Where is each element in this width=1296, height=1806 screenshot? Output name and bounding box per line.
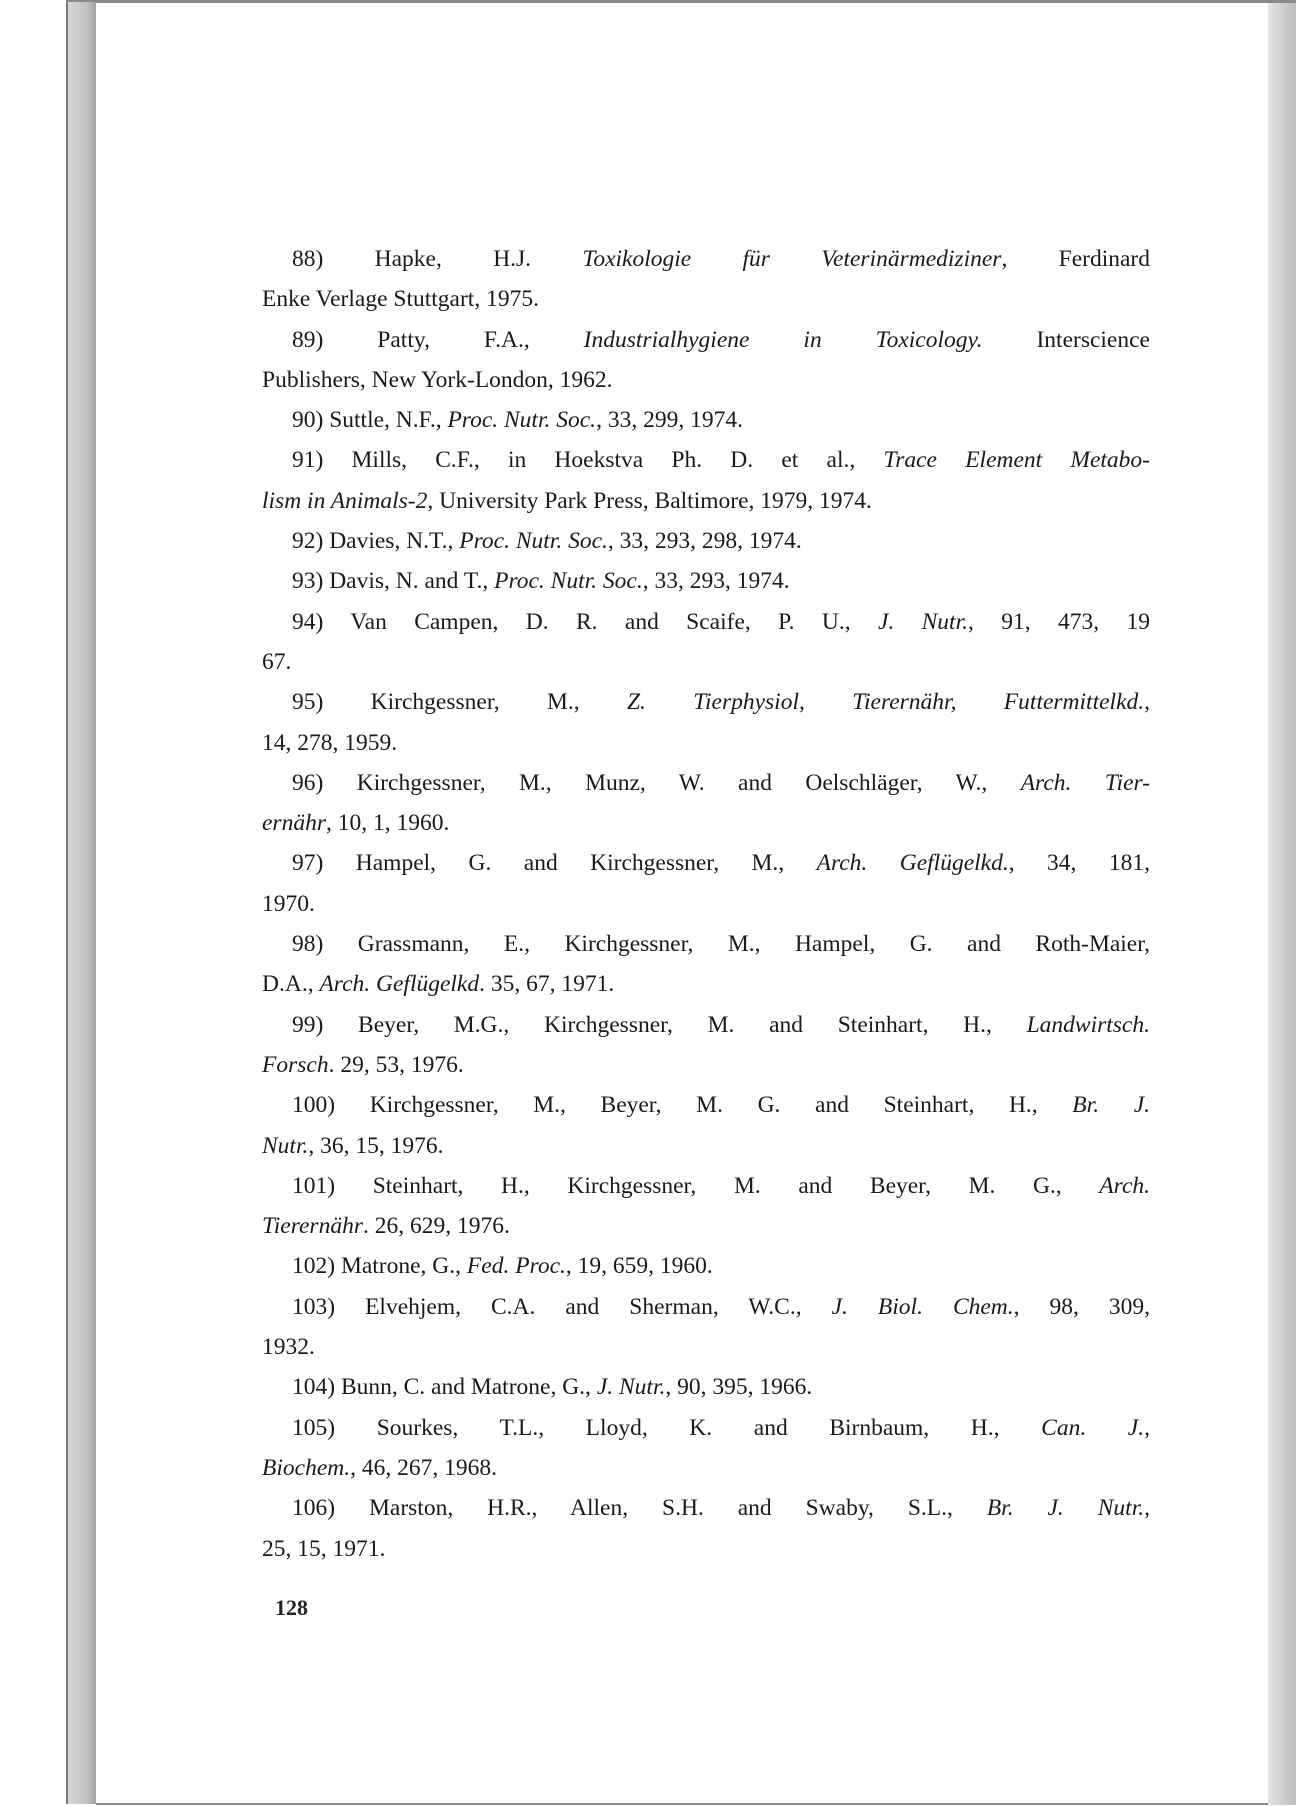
reference-text: , University Park Press, Baltimore, 1979, 1974. [427, 487, 872, 514]
reference-text: , 46, 267, 1968. [350, 1454, 497, 1481]
reference-title-italic: Can. J. [1041, 1414, 1145, 1441]
reference-first-line [262, 763, 1150, 803]
reference-first-line [262, 521, 1150, 561]
reference-first-line [262, 1166, 1150, 1206]
reference-title-italic: J. Nutr. [877, 608, 968, 635]
reference-text: 1970. [262, 890, 315, 917]
reference-entry [262, 1488, 1150, 1569]
reference-first-line [262, 561, 1150, 601]
reference-text: , 10, 1, 1960. [325, 810, 450, 837]
reference-text: Publishers, New York-London, 1962. [262, 366, 613, 393]
reference-continuation-line [262, 1448, 1150, 1488]
reference-entry [262, 1166, 1150, 1247]
reference-text: 14, 278, 1959. [262, 729, 398, 756]
reference-text: Interscience [982, 326, 1150, 353]
reference-title-italic: Tierernähr [262, 1213, 363, 1240]
reference-text: , [1144, 1495, 1150, 1522]
reference-text: 88) Hapke, H.J. [292, 246, 583, 272]
reference-list [262, 239, 1150, 1569]
book-spine [66, 2, 98, 1804]
reference-first-line [262, 1085, 1150, 1125]
reference-continuation-line [262, 642, 1150, 682]
reference-title-italic: Biochem. [262, 1454, 351, 1481]
reference-title-italic: Proc. Nutr. Soc. [447, 407, 597, 434]
reference-continuation-line [262, 723, 1150, 763]
reference-text: 67. [262, 648, 292, 675]
reference-title-italic: J. Biol. Chem. [831, 1293, 1014, 1320]
reference-first-line [262, 320, 1150, 360]
reference-text: 92) Davies, N.T., [292, 528, 460, 555]
reference-text: , 91, 473, 19 [968, 608, 1150, 635]
reference-text: , [1144, 689, 1150, 716]
reference-title-italic: lism in Animals-2 [262, 487, 428, 514]
reference-text: , 36, 15, 1976. [308, 1132, 444, 1159]
reference-title-italic: Trace Element Metabo- [883, 447, 1150, 474]
reference-text: 102) Matrone, G., [292, 1253, 467, 1280]
reference-title-italic: Arch. Geflügelkd [319, 971, 480, 998]
reference-title-italic: Fed. Proc. [466, 1253, 566, 1280]
reference-text: Enke Verlage Stuttgart, 1975. [262, 286, 539, 313]
reference-text: 100) Kirchgessner, M., Beyer, M. G. and Steinhart, H., [292, 1092, 1073, 1119]
reference-text: 1932. [262, 1334, 315, 1361]
reference-first-line [262, 924, 1150, 964]
reference-continuation-line [262, 964, 1150, 1004]
reference-first-line [262, 440, 1150, 480]
reference-entry [262, 320, 1150, 401]
reference-entry [262, 561, 1150, 601]
reference-entry [262, 1005, 1150, 1086]
reference-continuation-line [262, 803, 1150, 843]
reference-entry [262, 440, 1150, 521]
reference-entry [262, 1367, 1150, 1407]
reference-entry [262, 924, 1150, 1005]
reference-title-italic: Br. J. [1072, 1092, 1150, 1119]
reference-first-line [262, 1005, 1150, 1045]
reference-text: 25, 15, 1971. [262, 1535, 386, 1562]
reference-entry [262, 763, 1150, 844]
reference-title-italic: Landwirtsch. [1026, 1011, 1150, 1038]
reference-text: 101) Steinhart, H., Kirchgessner, M. and Beyer, M. G., [292, 1172, 1100, 1199]
reference-text: 103) Elvehjem, C.A. and Sherman, W.C., [292, 1293, 832, 1320]
reference-continuation-line [262, 884, 1150, 924]
reference-text: , Ferdinard [1001, 246, 1150, 272]
reference-first-line [262, 1367, 1150, 1407]
reference-continuation-line [262, 1206, 1150, 1246]
reference-continuation-line [262, 279, 1150, 319]
reference-continuation-line [262, 1327, 1150, 1367]
reference-title-italic: Proc. Nutr. Soc. [494, 568, 643, 595]
reference-text: 106) Marston, H.R., Allen, S.H. and Swaby, S.L., [292, 1495, 987, 1522]
reference-entry [262, 1287, 1150, 1368]
reference-continuation-line [262, 481, 1150, 521]
reference-entry [262, 521, 1150, 561]
reference-entry [262, 1085, 1150, 1166]
reference-first-line [262, 843, 1150, 883]
reference-text: 94) Van Campen, D. R. and Scaife, P. U., [292, 608, 878, 635]
reference-text: 91) Mills, C.F., in Hoekstva Ph. D. et al., [292, 447, 884, 474]
reference-text: . 26, 629, 1976. [362, 1213, 510, 1240]
reference-text: , 19, 659, 1960. [565, 1253, 713, 1280]
reference-text: 96) Kirchgessner, M., Munz, W. and Oelschläger, W., [292, 769, 1021, 796]
reference-title-italic: Toxikologie für Veterinärmediziner [582, 246, 1002, 272]
reference-first-line [262, 239, 1150, 279]
reference-continuation-line [262, 360, 1150, 400]
reference-title-italic: Industrialhygiene in Toxicology. [583, 326, 983, 353]
reference-entry [262, 1246, 1150, 1286]
reference-title-italic: Nutr. [262, 1132, 309, 1159]
reference-text: , [1144, 1414, 1150, 1441]
reference-text: 105) Sourkes, T.L., Lloyd, K. and Birnbaum, H., [292, 1414, 1042, 1441]
reference-first-line [262, 400, 1150, 440]
reference-text: , 98, 309, [1013, 1293, 1150, 1320]
reference-text: 104) Bunn, C. and Matrone, G., [292, 1374, 597, 1401]
reference-text: , 33, 299, 1974. [596, 407, 743, 434]
reference-continuation-line [262, 1529, 1150, 1569]
reference-first-line [262, 1246, 1150, 1286]
reference-first-line [262, 682, 1150, 722]
reference-entry [262, 400, 1150, 440]
reference-title-italic: Arch. Tier- [1020, 769, 1150, 796]
reference-text: 97) Hampel, G. and Kirchgessner, M., [292, 850, 817, 877]
reference-first-line [262, 1287, 1150, 1327]
reference-title-italic: Br. J. Nutr. [986, 1495, 1145, 1522]
reference-text: . 35, 67, 1971. [479, 971, 615, 998]
reference-continuation-line [262, 1126, 1150, 1166]
reference-title-italic: Arch. [1099, 1172, 1150, 1199]
page-edge-shadow [1268, 3, 1296, 1805]
reference-first-line [262, 1408, 1150, 1448]
reference-text: D.A., [262, 971, 320, 998]
reference-continuation-line [262, 1045, 1150, 1085]
reference-title-italic: Proc. Nutr. Soc. [459, 528, 608, 555]
reference-text: , 34, 181, [1008, 850, 1150, 877]
reference-title-italic: Arch. Geflügelkd. [816, 850, 1009, 877]
reference-entry [262, 1408, 1150, 1489]
reference-entry [262, 602, 1150, 683]
reference-text: 98) Grassmann, E., Kirchgessner, M., Hampel, G. and Roth-Maier, [292, 931, 1150, 958]
reference-title-italic: Forsch [262, 1051, 329, 1078]
reference-entry [262, 682, 1150, 763]
reference-title-italic: ernähr [262, 810, 326, 837]
reference-text: 99) Beyer, M.G., Kirchgessner, M. and Steinhart, H., [292, 1011, 1027, 1038]
reference-text: . 29, 53, 1976. [328, 1051, 464, 1078]
reference-text: 95) Kirchgessner, M., [292, 689, 627, 716]
reference-text: , 33, 293, 298, 1974. [607, 528, 802, 555]
reference-text: 93) Davis, N. and T., [292, 568, 495, 595]
reference-text: , 90, 395, 1966. [665, 1374, 813, 1401]
reference-text: 89) Patty, F.A., [292, 326, 584, 353]
reference-entry [262, 239, 1150, 320]
reference-title-italic: Z. Tierphysiol, Tierernähr, Futtermittelkd. [626, 689, 1145, 716]
page-number: 128 [275, 1595, 308, 1620]
reference-title-italic: J. Nutr. [596, 1374, 666, 1401]
reference-entry [262, 843, 1150, 924]
reference-first-line [262, 602, 1150, 642]
reference-first-line [262, 1488, 1150, 1528]
reference-text: , 33, 293, 1974. [642, 568, 790, 595]
reference-text: 90) Suttle, N.F., [292, 407, 448, 434]
